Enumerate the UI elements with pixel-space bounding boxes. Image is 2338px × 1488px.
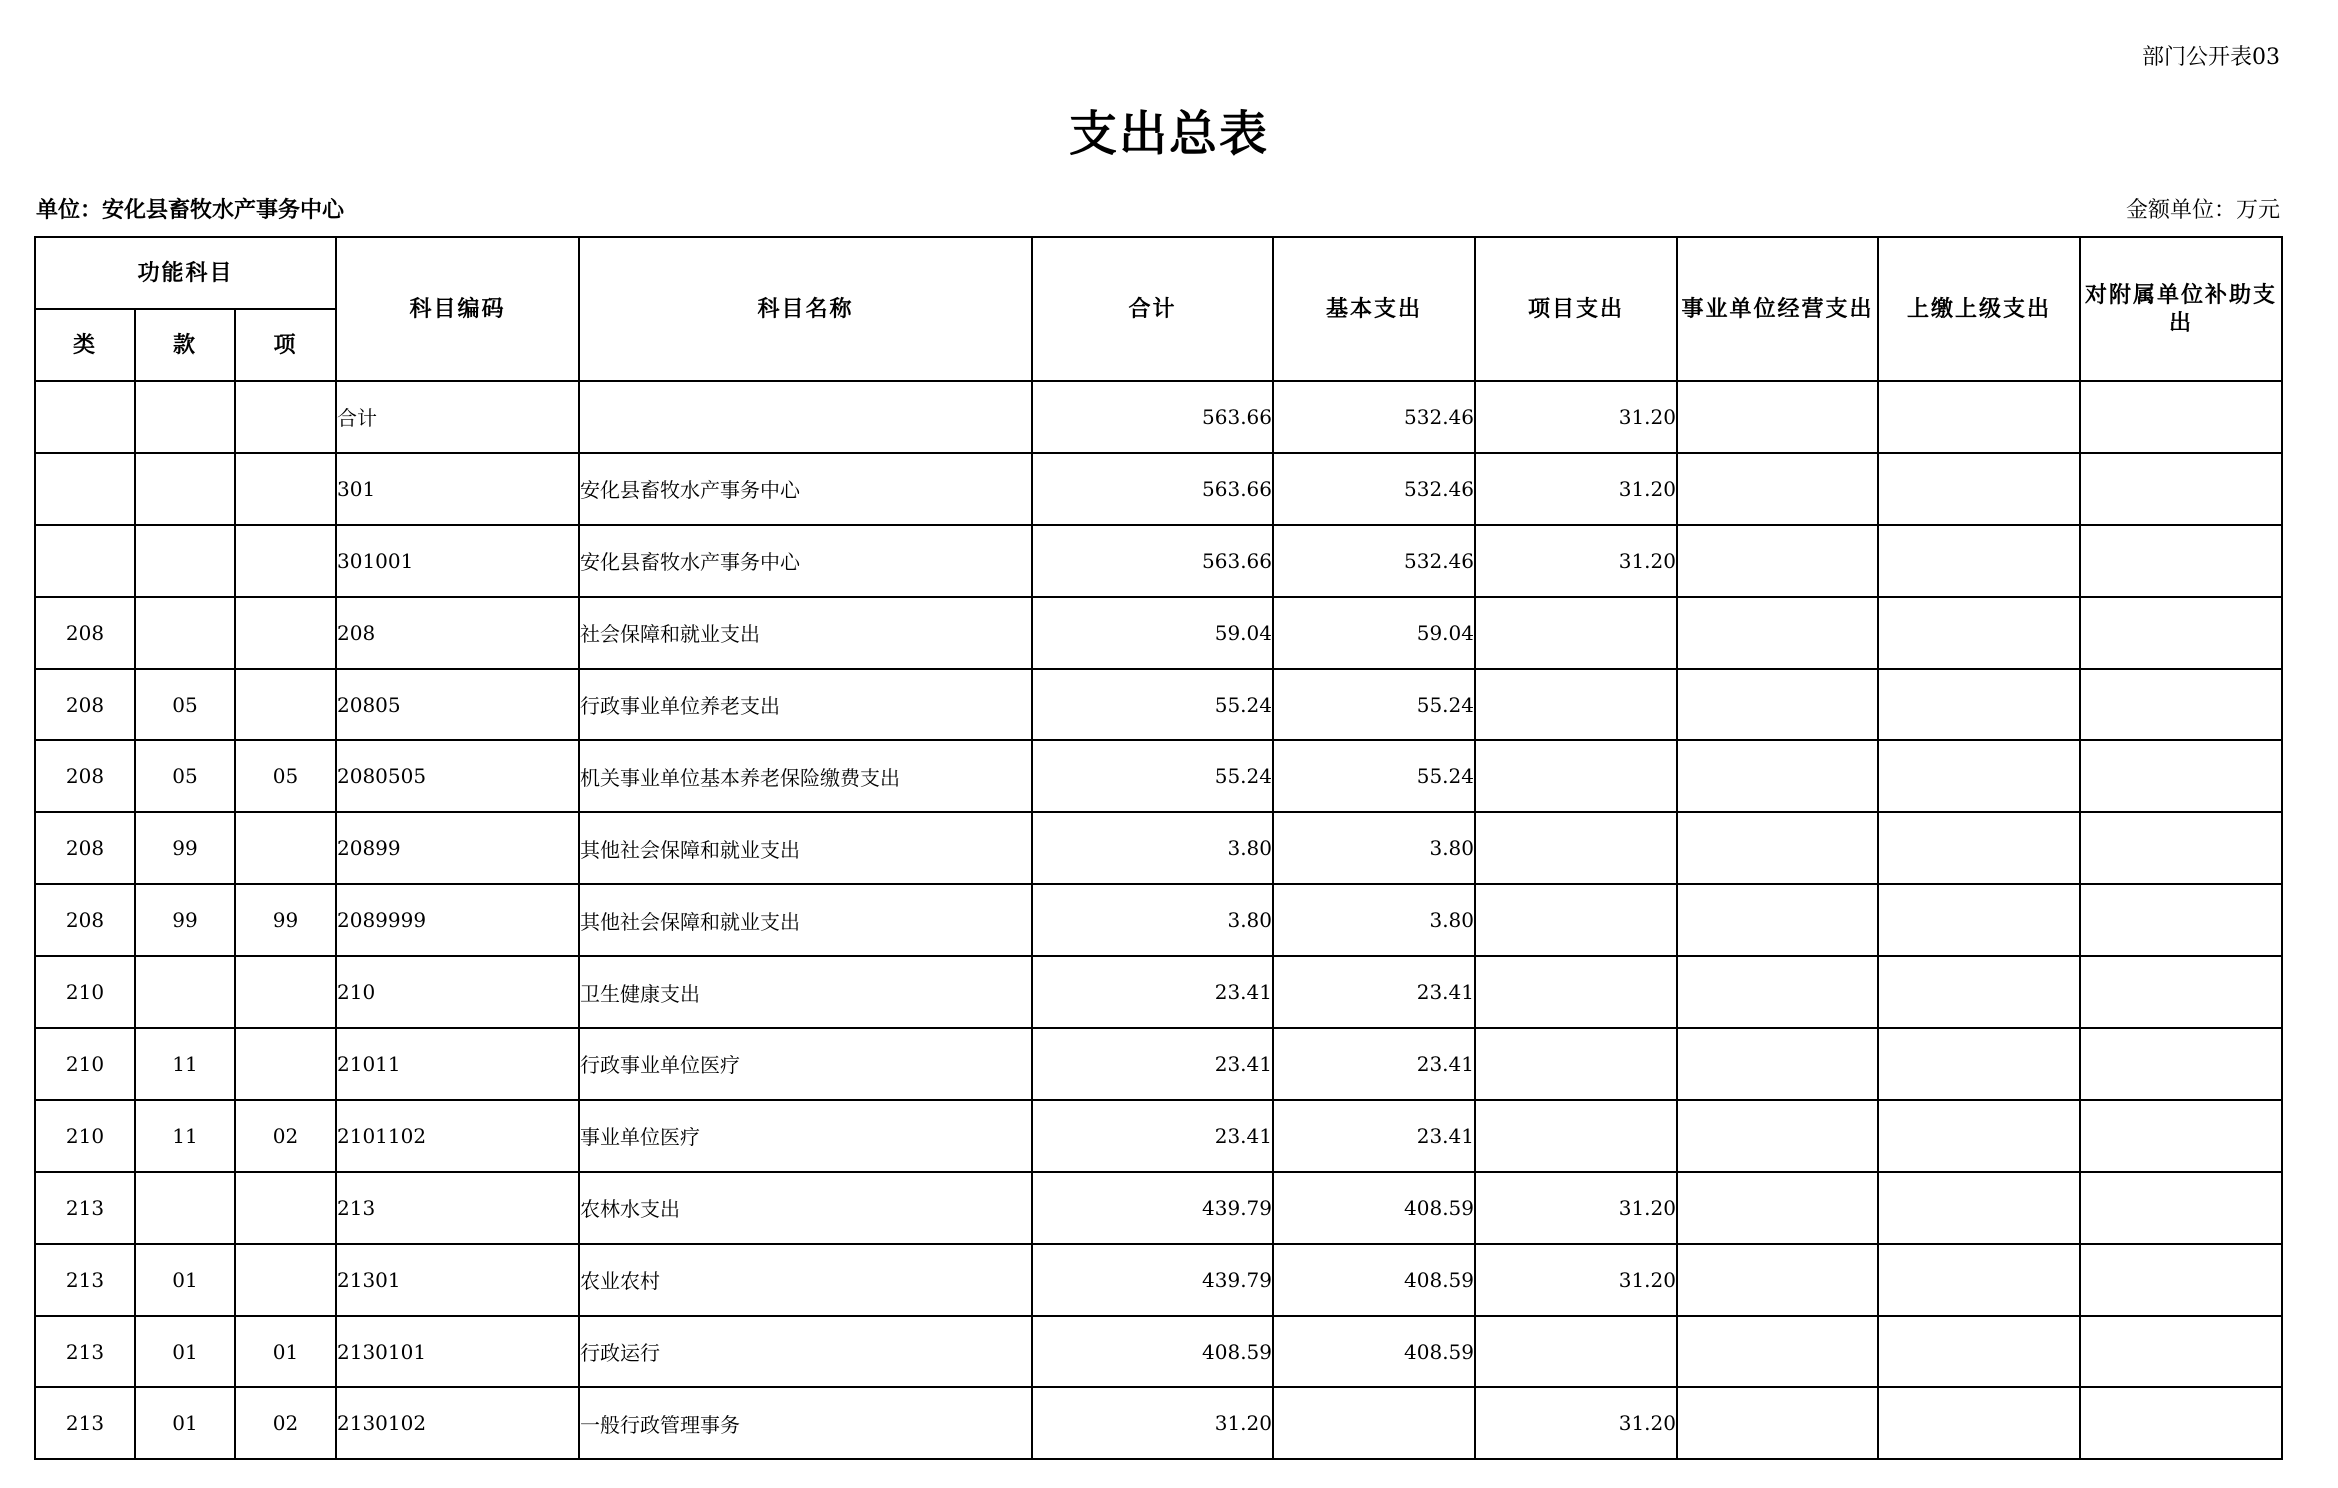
cell-basic: 532.46 [1273, 381, 1475, 453]
cell-basic: 408.59 [1273, 1172, 1475, 1244]
cell-name: 其他社会保障和就业支出 [579, 884, 1032, 956]
cell-xiang [235, 956, 336, 1028]
cell-project: 31.20 [1475, 1387, 1677, 1459]
cell-basic: 55.24 [1273, 740, 1475, 812]
table-row [35, 381, 2282, 453]
cell-lei: 213 [35, 1244, 135, 1316]
cell-subsidy [2080, 1316, 2282, 1388]
cell-name: 社会保障和就业支出 [579, 597, 1032, 669]
cell-xiang [235, 597, 336, 669]
cell-total: 439.79 [1032, 1172, 1273, 1244]
cell-subsidy [2080, 956, 2282, 1028]
cell-kuan: 99 [135, 812, 235, 884]
cell-xiang: 02 [235, 1100, 336, 1172]
cell-upper [1878, 453, 2080, 525]
header-business: 事业单位经营支出 [1677, 237, 1878, 381]
cell-upper [1878, 1100, 2080, 1172]
cell-upper [1878, 597, 2080, 669]
cell-business [1677, 453, 1878, 525]
cell-business [1677, 1244, 1878, 1316]
cell-name: 农业农村 [579, 1244, 1032, 1316]
cell-business [1677, 740, 1878, 812]
amount-unit-label: 金额单位：万元 [2125, 198, 2280, 223]
cell-total: 55.24 [1032, 669, 1273, 741]
cell-kuan: 99 [135, 884, 235, 956]
table-row [35, 1172, 2282, 1244]
cell-upper [1878, 740, 2080, 812]
cell-lei: 213 [35, 1387, 135, 1459]
cell-upper [1878, 525, 2080, 597]
cell-upper [1878, 1172, 2080, 1244]
cell-total: 408.59 [1032, 1316, 1273, 1388]
cell-business [1677, 381, 1878, 453]
cell-project [1475, 956, 1677, 1028]
cell-total: 23.41 [1032, 1100, 1273, 1172]
cell-xiang [235, 525, 336, 597]
cell-business [1677, 1028, 1878, 1100]
cell-basic: 23.41 [1273, 1028, 1475, 1100]
cell-project [1475, 740, 1677, 812]
cell-project [1475, 1316, 1677, 1388]
cell-business [1677, 1316, 1878, 1388]
cell-basic: 55.24 [1273, 669, 1475, 741]
cell-code: 2130101 [336, 1316, 579, 1388]
cell-name: 事业单位医疗 [579, 1100, 1032, 1172]
cell-kuan [135, 381, 235, 453]
table-row [35, 1100, 2282, 1172]
table-row [35, 453, 2282, 525]
table-row [35, 812, 2282, 884]
cell-upper [1878, 1028, 2080, 1100]
header-subsidy: 对附属单位补助支出 [2080, 237, 2282, 381]
cell-subsidy [2080, 597, 2282, 669]
cell-kuan: 01 [135, 1244, 235, 1316]
cell-kuan [135, 525, 235, 597]
cell-name: 机关事业单位基本养老保险缴费支出 [579, 740, 1032, 812]
cell-upper [1878, 1316, 2080, 1388]
cell-name [579, 381, 1032, 453]
cell-name: 安化县畜牧水产事务中心 [579, 453, 1032, 525]
cell-business [1677, 956, 1878, 1028]
cell-business [1677, 1172, 1878, 1244]
cell-code: 21011 [336, 1028, 579, 1100]
table-row [35, 1387, 2282, 1459]
header-kuan: 款 [135, 309, 235, 381]
cell-basic: 408.59 [1273, 1316, 1475, 1388]
cell-total: 563.66 [1032, 381, 1273, 453]
cell-kuan [135, 597, 235, 669]
header-name: 科目名称 [579, 237, 1032, 381]
cell-code: 208 [336, 597, 579, 669]
cell-project: 31.20 [1475, 525, 1677, 597]
cell-upper [1878, 381, 2080, 453]
header-basic: 基本支出 [1273, 237, 1475, 381]
form-number: 部门公开表03 [2142, 45, 2280, 70]
cell-project: 31.20 [1475, 1172, 1677, 1244]
cell-project [1475, 1028, 1677, 1100]
cell-upper [1878, 884, 2080, 956]
cell-name: 卫生健康支出 [579, 956, 1032, 1028]
header-project: 项目支出 [1475, 237, 1677, 381]
cell-upper [1878, 669, 2080, 741]
cell-subsidy [2080, 1100, 2282, 1172]
table-row [35, 669, 2282, 741]
cell-business [1677, 812, 1878, 884]
cell-xiang: 99 [235, 884, 336, 956]
cell-business [1677, 1100, 1878, 1172]
page-title: 支出总表 [1068, 106, 1269, 162]
cell-xiang [235, 381, 336, 453]
cell-name: 行政事业单位养老支出 [579, 669, 1032, 741]
cell-code: 213 [336, 1172, 579, 1244]
cell-lei: 210 [35, 1100, 135, 1172]
cell-subsidy [2080, 1244, 2282, 1316]
cell-total: 23.41 [1032, 956, 1273, 1028]
cell-total: 59.04 [1032, 597, 1273, 669]
cell-project: 31.20 [1475, 1244, 1677, 1316]
cell-code: 2130102 [336, 1387, 579, 1459]
cell-lei [35, 381, 135, 453]
cell-basic: 408.59 [1273, 1244, 1475, 1316]
cell-kuan: 01 [135, 1316, 235, 1388]
cell-code: 2080505 [336, 740, 579, 812]
cell-kuan [135, 1172, 235, 1244]
cell-business [1677, 884, 1878, 956]
cell-business [1677, 525, 1878, 597]
header-upper: 上缴上级支出 [1878, 237, 2080, 381]
cell-total: 3.80 [1032, 812, 1273, 884]
cell-code: 2101102 [336, 1100, 579, 1172]
cell-total: 439.79 [1032, 1244, 1273, 1316]
cell-kuan: 01 [135, 1387, 235, 1459]
cell-business [1677, 669, 1878, 741]
cell-total: 3.80 [1032, 884, 1273, 956]
header-func-subject: 功能科目 [35, 237, 336, 309]
header-lei: 类 [35, 309, 135, 381]
cell-xiang [235, 1028, 336, 1100]
cell-total: 55.24 [1032, 740, 1273, 812]
cell-basic: 3.80 [1273, 884, 1475, 956]
cell-total: 563.66 [1032, 453, 1273, 525]
cell-code: 20805 [336, 669, 579, 741]
cell-project: 31.20 [1475, 381, 1677, 453]
cell-project [1475, 884, 1677, 956]
unit-label: 单位：安化县畜牧水产事务中心 [36, 197, 345, 223]
cell-name: 安化县畜牧水产事务中心 [579, 525, 1032, 597]
table-row [35, 1028, 2282, 1100]
cell-code: 20899 [336, 812, 579, 884]
cell-kuan: 11 [135, 1028, 235, 1100]
cell-xiang: 01 [235, 1316, 336, 1388]
cell-xiang [235, 1172, 336, 1244]
cell-lei: 208 [35, 597, 135, 669]
cell-subsidy [2080, 525, 2282, 597]
cell-name: 行政运行 [579, 1316, 1032, 1388]
cell-basic: 532.46 [1273, 453, 1475, 525]
cell-xiang: 02 [235, 1387, 336, 1459]
cell-business [1677, 1387, 1878, 1459]
table-row [35, 525, 2282, 597]
cell-subsidy [2080, 1387, 2282, 1459]
cell-name: 其他社会保障和就业支出 [579, 812, 1032, 884]
cell-project [1475, 812, 1677, 884]
cell-basic: 23.41 [1273, 1100, 1475, 1172]
cell-name: 一般行政管理事务 [579, 1387, 1032, 1459]
cell-lei: 208 [35, 884, 135, 956]
cell-basic [1273, 1387, 1475, 1459]
cell-business [1677, 597, 1878, 669]
cell-upper [1878, 956, 2080, 1028]
cell-subsidy [2080, 1028, 2282, 1100]
table-row [35, 1244, 2282, 1316]
cell-code: 21301 [336, 1244, 579, 1316]
cell-basic: 3.80 [1273, 812, 1475, 884]
cell-subsidy [2080, 740, 2282, 812]
cell-name: 农林水支出 [579, 1172, 1032, 1244]
cell-project [1475, 1100, 1677, 1172]
cell-kuan: 05 [135, 740, 235, 812]
cell-xiang [235, 453, 336, 525]
cell-total: 563.66 [1032, 525, 1273, 597]
cell-subsidy [2080, 381, 2282, 453]
cell-basic: 59.04 [1273, 597, 1475, 669]
cell-code: 210 [336, 956, 579, 1028]
cell-project: 31.20 [1475, 453, 1677, 525]
cell-lei [35, 525, 135, 597]
table-row [35, 597, 2282, 669]
cell-project [1475, 669, 1677, 741]
cell-lei: 208 [35, 740, 135, 812]
header-xiang: 项 [235, 309, 336, 381]
cell-project [1475, 597, 1677, 669]
cell-basic: 23.41 [1273, 956, 1475, 1028]
header-code: 科目编码 [336, 237, 579, 381]
cell-lei: 213 [35, 1172, 135, 1244]
cell-subsidy [2080, 1172, 2282, 1244]
cell-lei: 208 [35, 812, 135, 884]
cell-lei [35, 453, 135, 525]
cell-upper [1878, 812, 2080, 884]
cell-subsidy [2080, 812, 2282, 884]
cell-lei: 210 [35, 956, 135, 1028]
expenditure-table [34, 236, 2283, 1460]
cell-xiang: 05 [235, 740, 336, 812]
cell-xiang [235, 812, 336, 884]
cell-total: 31.20 [1032, 1387, 1273, 1459]
cell-kuan [135, 453, 235, 525]
cell-code: 301001 [336, 525, 579, 597]
cell-kuan: 05 [135, 669, 235, 741]
table-row [35, 956, 2282, 1028]
cell-total: 23.41 [1032, 1028, 1273, 1100]
cell-lei: 208 [35, 669, 135, 741]
cell-lei: 210 [35, 1028, 135, 1100]
cell-kuan [135, 956, 235, 1028]
table-row [35, 884, 2282, 956]
cell-upper [1878, 1387, 2080, 1459]
cell-code: 合计 [336, 381, 579, 453]
cell-xiang [235, 669, 336, 741]
cell-code: 2089999 [336, 884, 579, 956]
cell-lei: 213 [35, 1316, 135, 1388]
header-total: 合计 [1032, 237, 1273, 381]
cell-kuan: 11 [135, 1100, 235, 1172]
cell-subsidy [2080, 884, 2282, 956]
table-row [35, 740, 2282, 812]
cell-subsidy [2080, 669, 2282, 741]
cell-xiang [235, 1244, 336, 1316]
table-row [35, 1316, 2282, 1388]
cell-code: 301 [336, 453, 579, 525]
cell-name: 行政事业单位医疗 [579, 1028, 1032, 1100]
cell-subsidy [2080, 453, 2282, 525]
cell-basic: 532.46 [1273, 525, 1475, 597]
cell-upper [1878, 1244, 2080, 1316]
